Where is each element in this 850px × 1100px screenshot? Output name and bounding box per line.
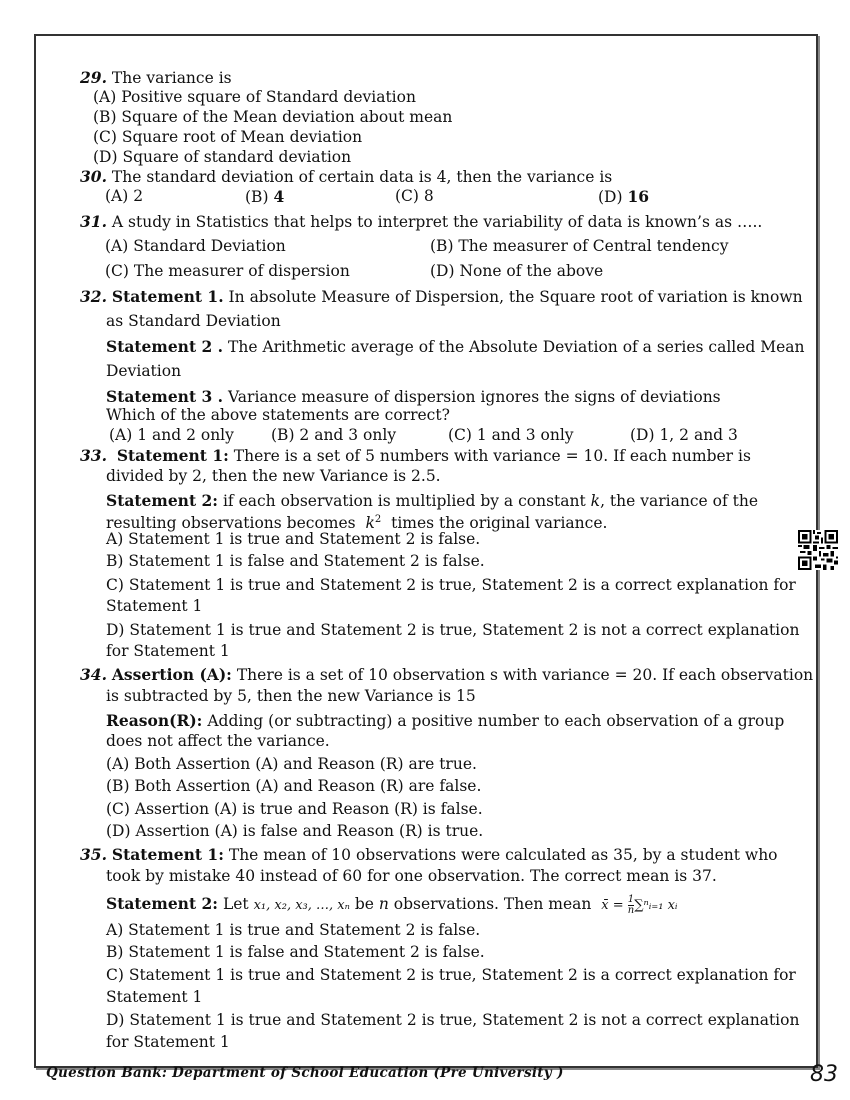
option-a [105,187,143,206]
option-a: (A) Both Assertion (A) and Reason (R) are true. [106,755,477,773]
assertion-text: There is a set of 10 observation s with variance = 20. If each observation [236,666,814,684]
question-number: 31. [80,212,107,231]
question-number: 33. [80,446,107,465]
statement-text: Variance measure of dispersion ignores the signs of deviations [228,388,721,406]
option-d: (D) 1, 2 and 3 [630,426,738,444]
option-a: (A) Positive square of Standard deviation [93,88,416,106]
option-c: (C) Square root of Mean deviation [93,128,363,146]
option-a: (A) Standard Deviation [105,237,286,255]
statement-label: Statement 3 . [106,387,224,406]
statement-2 [106,491,758,511]
statement-label: Statement 2 . [106,337,224,356]
option-c: C) Statement 1 is true and Statement 2 is true, Statement 2 is a correct explanation for [106,576,796,594]
statement-text: times the original variance. [391,514,608,533]
math-variable: n [378,895,389,913]
statement-text: Let [222,895,249,913]
question-prompt: Which of the above statements are correct? [106,406,450,424]
statement-2 [106,337,805,357]
qr-code [798,530,838,570]
math-variable: k [365,514,375,533]
option-b: (B) 2 and 3 only [271,426,397,444]
formula-lhs: x̄ = [601,898,624,913]
option-c: (C) The measurer of dispersion [105,262,350,280]
statement-3 [106,387,721,407]
option-b: (B) Square of the Mean deviation about mean [93,108,453,126]
formula-sum: ∑ⁿᵢ₌₁ xᵢ [634,898,678,913]
option-c: (C) 1 and 3 only [448,426,574,444]
option-b: B) Statement 1 is false and Statement 2 is false. [106,943,485,961]
statement-text: Deviation [106,362,182,380]
option-label: (C) [395,187,419,205]
assertion-label: Assertion (A): [111,665,232,684]
statement-text: divided by 2, then the new Variance is 2.5. [106,467,441,485]
statement-text: The Arithmetic average of the Absolute Deviation of a series called Mean [228,338,805,356]
option-b: B) Statement 1 is false and Statement 2 is false. [106,552,485,570]
statement-text: observations. Then mean [393,895,592,913]
option-d: (D) Square of standard deviation [93,148,352,166]
option-value: 8 [423,187,434,205]
question-number: 30. [80,167,107,186]
option-label: (D) [598,188,623,206]
option-d-cont: for Statement 1 [106,1033,230,1051]
option-b: (B) The measurer of Central tendency [430,237,729,255]
statement-text: The mean of 10 observations were calculated as 35, by a student who [228,846,778,864]
option-c: C) Statement 1 is true and Statement 2 is true, Statement 2 is a correct explanation for [106,966,796,984]
option-value: 2 [133,187,144,205]
question-number: 29. [80,68,107,87]
option-label: (B) [245,188,269,206]
option-a: A) Statement 1 is true and Statement 2 is false. [106,921,481,939]
question-35 [80,845,778,865]
reason [106,711,784,731]
question-32 [80,287,803,307]
math-exponent: 2 [374,514,382,525]
statement-label: Statement 1. [111,287,224,306]
statement-label: Statement 2: [106,491,219,510]
statement-text: be [354,895,374,913]
math-variable: k [590,492,601,510]
option-d: D) Statement 1 is true and Statement 2 is true, Statement 2 is not a correct explanation [106,1011,800,1029]
option-d: (D) Assertion (A) is false and Reason (R) is true. [106,822,484,840]
question-text: A study in Statistics that helps to interpret the variability of data is known’s as ….. [111,213,763,231]
question-number: 34. [80,665,107,684]
question-number: 32. [80,287,107,306]
reason-label: Reason(R): [106,711,203,730]
option-c-cont: Statement 1 [106,597,203,615]
option-b: (B) Both Assertion (A) and Reason (R) are false. [106,777,482,795]
math-variables: x₁, x₂, x₃, …, xₙ [253,898,350,913]
option-c [395,187,434,206]
statement-text: if each observation is multiplied by a constant [222,492,586,510]
reason-text: does not affect the variance. [106,732,330,750]
option-d [598,187,649,207]
statement-label: Statement 1: [116,446,229,465]
statement-text: as Standard Deviation [106,312,281,330]
statement-2 [106,894,678,916]
option-b [245,187,284,207]
question-text: The variance is [111,69,232,87]
option-c-cont: Statement 1 [106,988,203,1006]
statement-text: took by mistake 40 instead of 60 for one observation. The correct mean is 37. [106,867,717,885]
fraction-denominator: n [627,905,635,916]
option-value: 4 [273,187,285,206]
question-number: 35. [80,845,107,864]
statement-text: , the variance of the [600,492,758,510]
question-text: The standard deviation of certain data is 4, then the variance is [111,168,613,186]
statement-label: Statement 1: [111,845,224,864]
option-d: D) Statement 1 is true and Statement 2 is true, Statement 2 is not a correct explanation [106,621,800,639]
statement-text: There is a set of 5 numbers with variance = 10. If each number is [233,447,751,465]
option-d: (D) None of the above [430,262,604,280]
option-value: 16 [627,187,650,206]
reason-text: Adding (or subtracting) a positive number to each observation of a group [207,712,785,730]
option-a: A) Statement 1 is true and Statement 2 is false. [106,530,481,548]
question-31 [80,212,762,232]
footer-text: Question Bank: Department of School Education (Pre University ) [46,1065,564,1081]
question-30 [80,167,612,187]
option-label: (A) [105,187,129,205]
fraction-numerator: 1 [627,894,635,905]
page-number: 83 [810,1062,838,1087]
assertion-text: is subtracted by 5, then the new Variance is 15 [106,687,476,705]
option-d-cont: for Statement 1 [106,642,230,660]
option-c: (C) Assertion (A) is true and Reason (R) is false. [106,800,483,818]
mean-formula [601,894,678,916]
statement-label: Statement 2: [106,894,219,913]
question-33 [80,446,751,466]
statement-text: resulting observations becomes [106,514,356,533]
question-34 [80,665,813,685]
statement-text: In absolute Measure of Dispersion, the Square root of variation is known [228,288,803,306]
question-29 [80,68,232,88]
option-a: (A) 1 and 2 only [109,426,234,444]
